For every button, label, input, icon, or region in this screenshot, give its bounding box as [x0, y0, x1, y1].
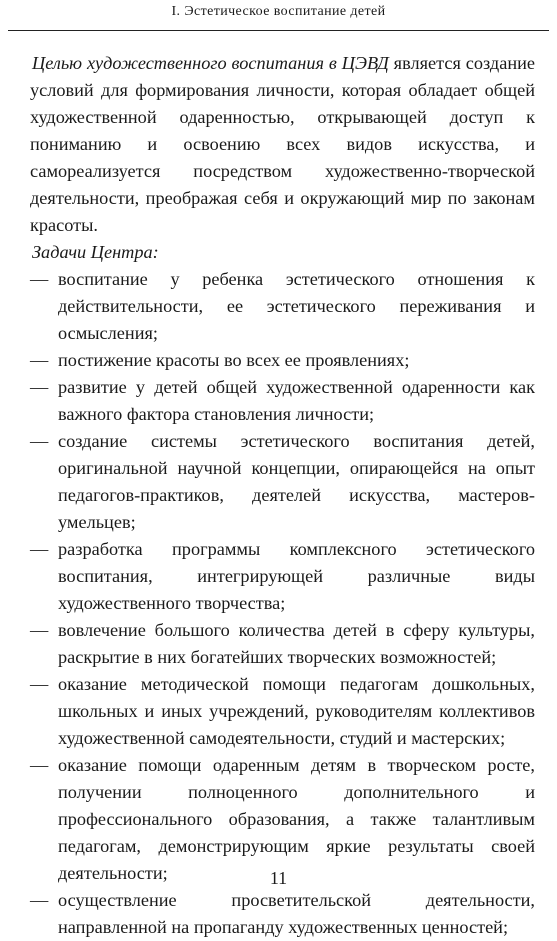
running-header: I. Эстетическое воспитание детей — [171, 4, 386, 19]
page-content — [30, 50, 535, 941]
task-text: постижение красоты во всех ее проявлениях; — [58, 350, 410, 370]
task-text: осуществление просветительской деятельности, направленной на пропаганду художественных ценностей; — [58, 890, 535, 937]
task-text: оказание помощи одаренным детям в творческом росте, получении полноценного дополнительного и профессионального образования, а также талантливым педагогам, демонстрирующим яркие результаты своей деятельности; — [58, 755, 535, 883]
list-item — [30, 617, 535, 671]
list-item — [30, 266, 535, 347]
dash-marker: — — [30, 890, 49, 910]
dash-marker: — — [30, 431, 49, 451]
tasks-list — [30, 266, 535, 941]
tasks-heading: Задачи Центра: — [32, 242, 159, 262]
dash-marker: — — [30, 539, 49, 559]
list-item — [30, 428, 535, 536]
list-item — [30, 752, 535, 887]
dash-marker: — — [30, 755, 49, 775]
dash-marker: — — [30, 377, 49, 397]
intro-lead: Целью художественного воспитания в ЦЭВД — [32, 53, 389, 73]
header-rule — [8, 30, 549, 31]
task-text: вовлечение большого количества детей в сферу культуры, раскрытие в них богатейших творческих возможностей; — [58, 620, 535, 667]
list-item — [30, 887, 535, 941]
intro-paragraph — [30, 50, 535, 239]
list-item — [30, 347, 535, 374]
task-text: развитие у детей общей художественной одаренности как важного фактора становления личности; — [58, 377, 535, 424]
page-number: 11 — [269, 868, 288, 888]
task-text: создание системы эстетического воспитания детей, оригинальной научной концепции, опирающейся на опыт педагогов-практиков, деятелей искусства, мастеров-умельцев; — [58, 431, 535, 532]
list-item — [30, 671, 535, 752]
task-text: разработка программы комплексного эстетического воспитания, интегрирующей различные виды художественного творчества; — [58, 539, 535, 613]
dash-marker: — — [30, 350, 49, 370]
task-text: оказание методической помощи педагогам дошкольных, школьных и иных учреждений, руководителям коллективов художественной самодеятельности, студий и мастерских; — [58, 674, 535, 748]
dash-marker: — — [30, 269, 49, 289]
intro-rest: является создание условий для формирования личности, которая обладает общей художественной одаренностью, открывающей доступ к пониманию и освоению всех видов искусства, и самореализуется посредством художественно-творческой деятельности, преображая себя и окружающий мир по законам красоты. — [30, 53, 535, 235]
task-text: воспитание у ребенка эстетического отношения к действительности, ее эстетического переживания и осмысления; — [58, 269, 535, 343]
list-item — [30, 536, 535, 617]
dash-marker: — — [30, 620, 49, 640]
list-item — [30, 374, 535, 428]
dash-marker: — — [30, 674, 49, 694]
